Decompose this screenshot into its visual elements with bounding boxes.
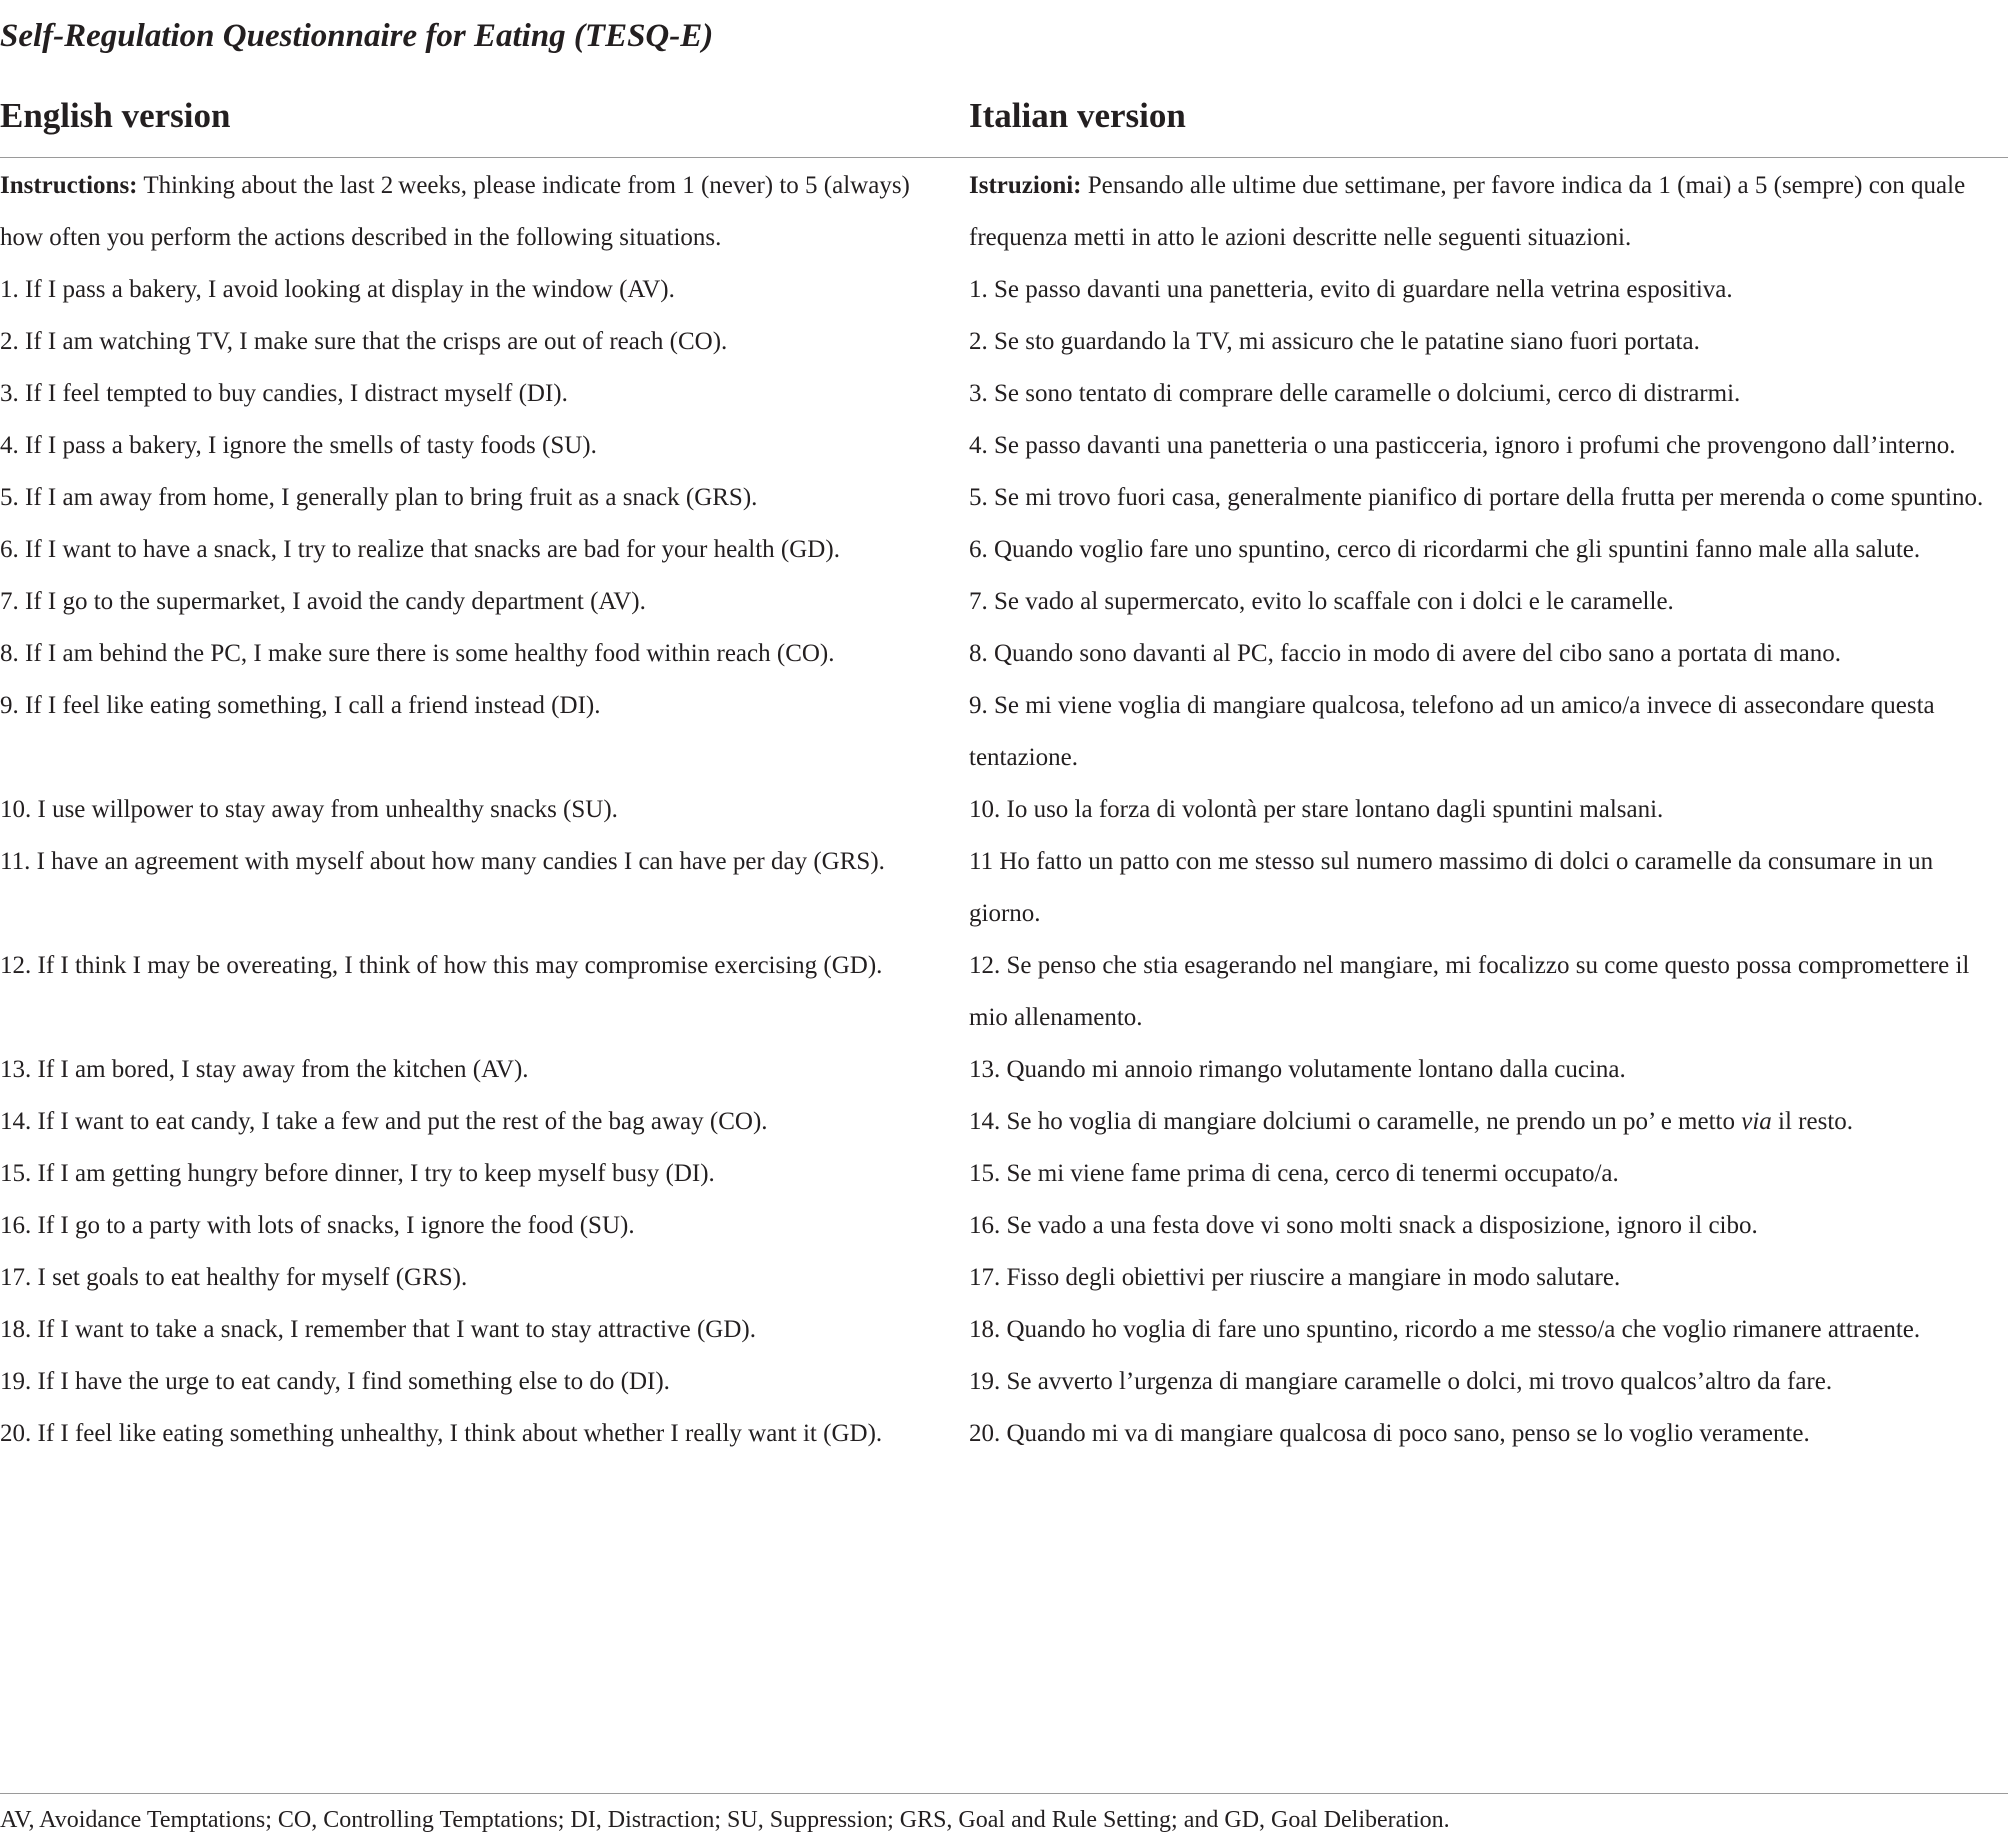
italian-instructions <box>969 160 2008 264</box>
english-item: 6. If I want to have a snack, I try to realize that snacks are bad for your health (GD). <box>0 536 840 563</box>
table-row <box>0 472 2008 524</box>
english-item: 10. I use willpower to stay away from unhealthy snacks (SU). <box>0 796 618 823</box>
table-row <box>0 680 2008 784</box>
italian-item: 20. Quando mi va di mangiare qualcosa di poco sano, penso se lo voglio veramente. <box>969 1420 1810 1447</box>
english-item: 14. If I want to eat candy, I take a few and put the rest of the bag away (CO). <box>0 1108 768 1135</box>
english-item: 17. I set goals to eat healthy for myself (GRS). <box>0 1264 468 1291</box>
english-item: 18. If I want to take a snack, I remember that I want to stay attractive (GD). <box>0 1316 756 1343</box>
header-divider <box>0 157 2008 158</box>
italian-item: 1. Se passo davanti una panetteria, evito di guardare nella vetrina espositiva. <box>969 276 1733 303</box>
table-row <box>0 836 2008 940</box>
table-row <box>0 1408 2008 1460</box>
italian-instructions-label: Istruzioni: <box>969 172 1082 199</box>
table-row <box>0 264 2008 316</box>
english-item: 3. If I feel tempted to buy candies, I distract myself (DI). <box>0 380 568 407</box>
english-instructions-text: Thinking about the last 2 weeks, please indicate from 1 (never) to 5 (always) how often you perform the actions described in the following situations. <box>0 172 910 251</box>
italian-column-header: Italian version <box>969 96 1186 135</box>
italian-item-emphasis: via <box>1741 1108 1772 1135</box>
italian-item-text: 14. Se ho voglia di mangiare dolciumi o caramelle, ne prendo un po’ e metto <box>969 1108 1742 1135</box>
italian-item: 17. Fisso degli obiettivi per riuscire a mangiare in modo salutare. <box>969 1264 1621 1291</box>
table-row <box>0 576 2008 628</box>
table-row <box>0 784 2008 836</box>
table-row <box>0 628 2008 680</box>
english-item: 16. If I go to a party with lots of snacks, I ignore the food (SU). <box>0 1212 635 1239</box>
italian-item: 12. Se penso che stia esagerando nel mangiare, mi focalizzo su come questo possa compromettere il mio allenamento. <box>969 952 1970 1031</box>
english-item: 7. If I go to the supermarket, I avoid the candy department (AV). <box>0 588 646 615</box>
italian-item: 16. Se vado a una festa dove vi sono molti snack a disposizione, ignoro il cibo. <box>969 1212 1758 1239</box>
english-item: 9. If I feel like eating something, I call a friend instead (DI). <box>0 692 601 719</box>
italian-instructions-text: Pensando alle ultime due settimane, per favore indica da 1 (mai) a 5 (sempre) con quale frequenza metti in atto le azioni descritte nelle seguenti situazioni. <box>969 172 1966 251</box>
english-item: 15. If I am getting hungry before dinner, I try to keep myself busy (DI). <box>0 1160 715 1187</box>
italian-item: 11 Ho fatto un patto con me stesso sul numero massimo di dolci o caramelle da consumare in un giorno. <box>969 848 1934 927</box>
italian-item: 8. Quando sono davanti al PC, faccio in modo di avere del cibo sano a portata di mano. <box>969 640 1841 667</box>
table-row <box>0 1356 2008 1408</box>
abbreviation-footnote: AV, Avoidance Temptations; CO, Controlling Temptations; DI, Distraction; SU, Suppression; GRS, Goal and Rule Setting; and GD, Goal Deliberation. <box>0 1807 1450 1833</box>
english-item: 5. If I am away from home, I generally plan to bring fruit as a snack (GRS). <box>0 484 758 511</box>
table-row <box>0 1148 2008 1200</box>
italian-item: 6. Quando voglio fare uno spuntino, cerco di ricordarmi che gli spuntini fanno male alla salute. <box>969 536 1921 563</box>
instructions-row <box>0 160 2008 264</box>
italian-item: 13. Quando mi annoio rimango volutamente lontano dalla cucina. <box>969 1056 1626 1083</box>
italian-item: 4. Se passo davanti una panetteria o una pasticceria, ignoro i profumi che provengono dall’interno. <box>969 432 1956 459</box>
english-item: 11. I have an agreement with myself about how many candies I can have per day (GRS). <box>0 848 885 875</box>
table-body <box>0 160 2008 1460</box>
italian-item: 10. Io uso la forza di volontà per stare lontano dagli spuntini malsani. <box>969 796 1664 823</box>
english-item: 20. If I feel like eating something unhealthy, I think about whether I really want it (GD). <box>0 1420 883 1447</box>
english-item: 13. If I am bored, I stay away from the kitchen (AV). <box>0 1056 529 1083</box>
table-row <box>0 316 2008 368</box>
english-column-header: English version <box>0 96 231 135</box>
italian-item <box>969 1096 2008 1148</box>
table-row <box>0 420 2008 472</box>
footer-divider <box>0 1793 2008 1794</box>
english-item: 12. If I think I may be overeating, I think of how this may compromise exercising (GD). <box>0 952 883 979</box>
italian-item: 15. Se mi viene fame prima di cena, cerco di tenermi occupato/a. <box>969 1160 1619 1187</box>
italian-item: 5. Se mi trovo fuori casa, generalmente pianifico di portare della frutta per merenda o come spuntino. <box>969 484 1984 511</box>
italian-item: 19. Se avverto l’urgenza di mangiare caramelle o dolci, mi trovo qualcos’altro da fare. <box>969 1368 1833 1395</box>
italian-item: 18. Quando ho voglia di fare uno spuntino, ricordo a me stesso/a che voglio rimanere attraente. <box>969 1316 1921 1343</box>
table-row <box>0 1200 2008 1252</box>
table-row <box>0 524 2008 576</box>
italian-item: 2. Se sto guardando la TV, mi assicuro che le patatine siano fuori portata. <box>969 328 1700 355</box>
english-item: 1. If I pass a bakery, I avoid looking at display in the window (AV). <box>0 276 675 303</box>
english-instructions <box>0 160 969 264</box>
italian-item: 3. Se sono tentato di comprare delle caramelle o dolciumi, cerco di distrarmi. <box>969 380 1741 407</box>
table-row <box>0 1304 2008 1356</box>
table-row <box>0 940 2008 1044</box>
english-item: 2. If I am watching TV, I make sure that the crisps are out of reach (CO). <box>0 328 728 355</box>
table-row <box>0 1096 2008 1148</box>
italian-item-text-end: il resto. <box>1771 1108 1854 1135</box>
english-item: 19. If I have the urge to eat candy, I find something else to do (DI). <box>0 1368 670 1395</box>
english-item: 8. If I am behind the PC, I make sure there is some healthy food within reach (CO). <box>0 640 835 667</box>
table-row <box>0 368 2008 420</box>
english-item: 4. If I pass a bakery, I ignore the smells of tasty foods (SU). <box>0 432 597 459</box>
table-row <box>0 1252 2008 1304</box>
italian-item: 7. Se vado al supermercato, evito lo scaffale con i dolci e le caramelle. <box>969 588 1674 615</box>
table-title: Self-Regulation Questionnaire for Eating (TESQ-E) <box>0 18 714 54</box>
table-row <box>0 1044 2008 1096</box>
italian-item: 9. Se mi viene voglia di mangiare qualcosa, telefono ad un amico/a invece di assecondare questa tentazione. <box>969 692 1935 771</box>
english-instructions-label: Instructions: <box>0 172 138 199</box>
